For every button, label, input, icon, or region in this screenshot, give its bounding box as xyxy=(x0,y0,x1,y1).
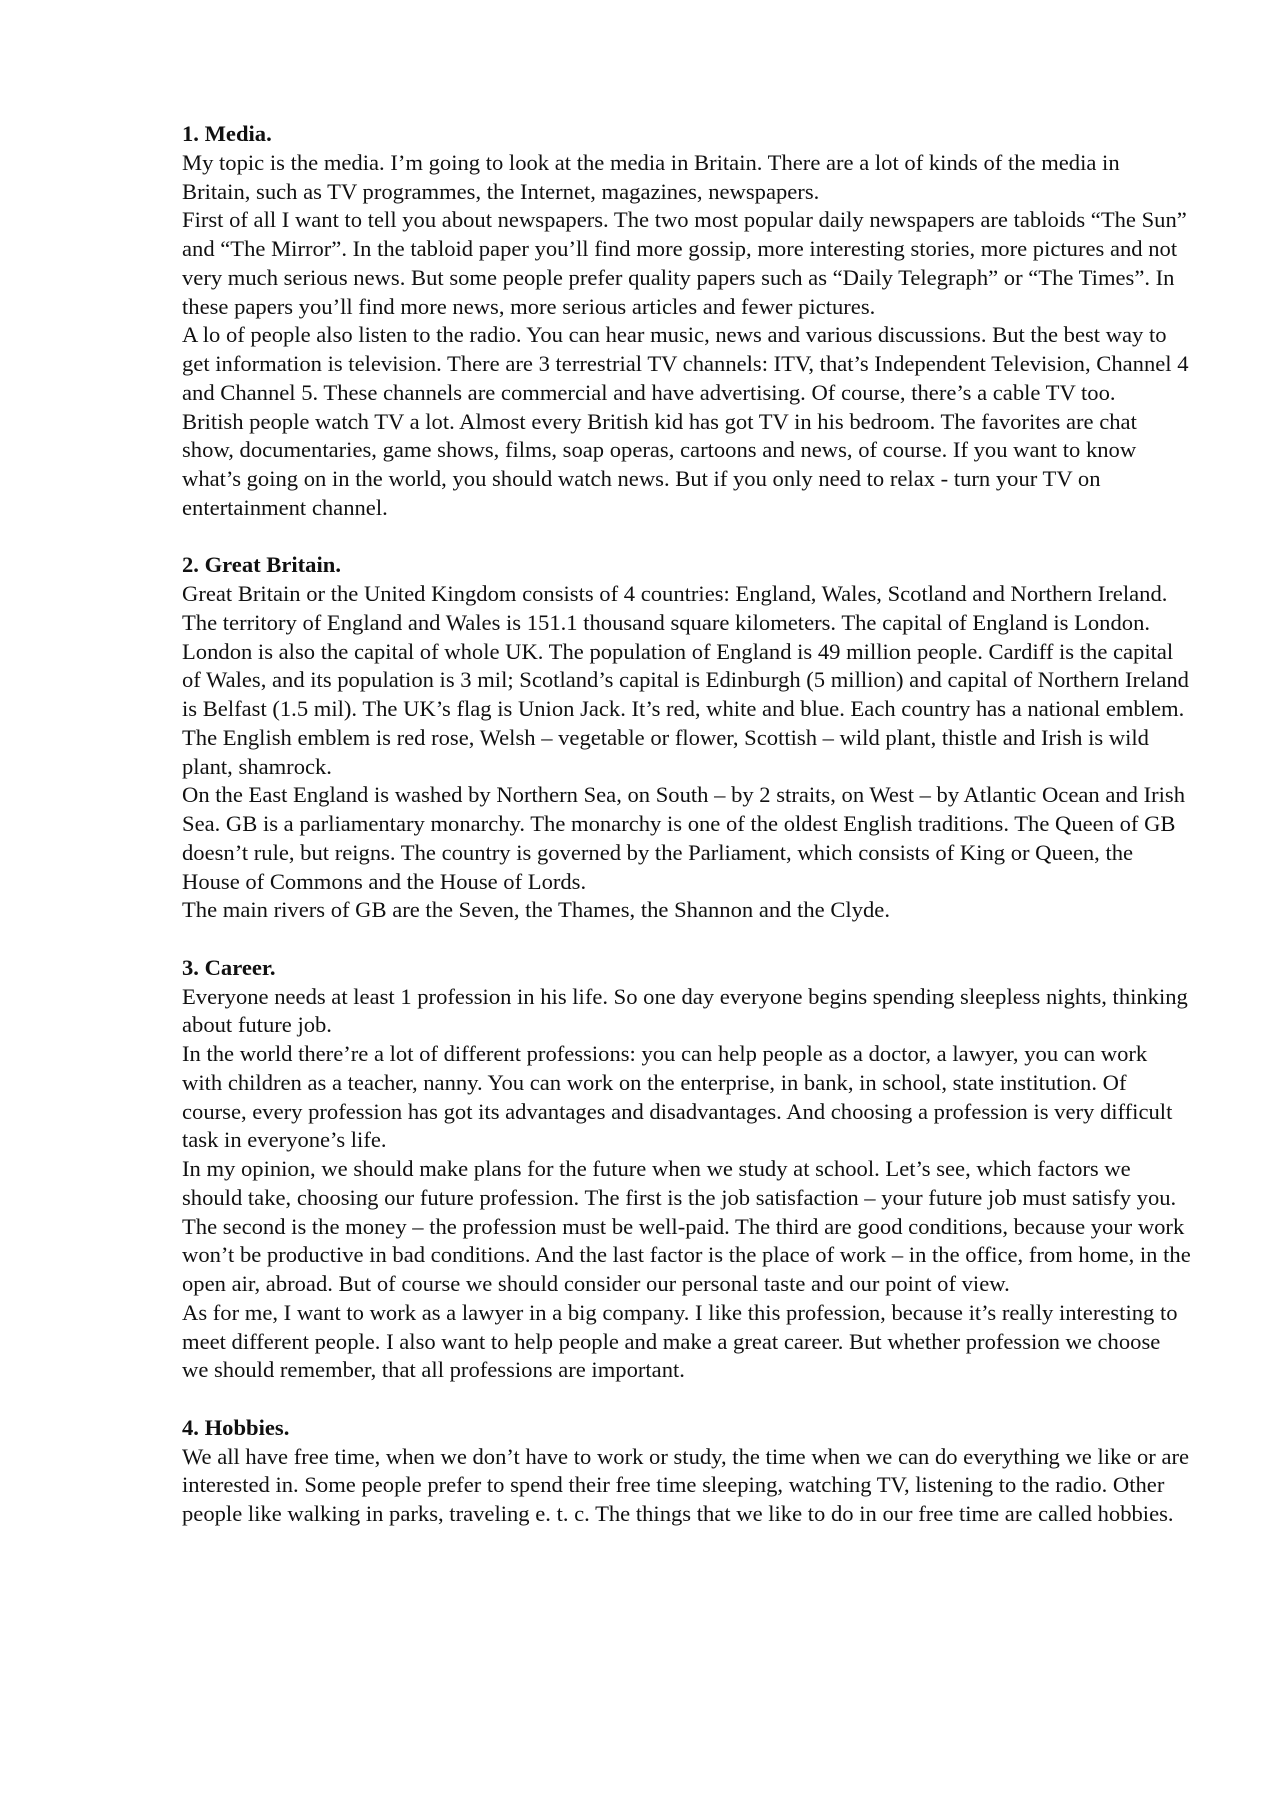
section-title: 2. Great Britain. xyxy=(182,552,341,578)
section-title: 1. Media. xyxy=(182,121,272,146)
paragraph: First of all I want to tell you about newspapers. The two most popular daily newspapers are tabloids “The Sun” and “The Mirror”. In the tabloid paper you’ll find more gossip, more interesting stories, more pictures and not very much serious news. But some people prefer quality papers such as “Daily Telegraph” or “The Times”. In these papers you’ll find more news, more serious articles and fewer pictures. xyxy=(182,207,1187,319)
section-career xyxy=(182,954,1192,1385)
paragraph: Everyone needs at least 1 profession in his life. So one day everyone begins spending sleepless nights, thinking about future job. xyxy=(182,983,1188,1038)
paragraph: British people watch TV a lot. Almost every British kid has got TV in his bedroom. The favorites are chat show, documentaries, game shows, films, soap operas, cartoons and news, of course. If you want to know what’s going on in the world, you should watch news. But if you only need to relax - turn your TV on entertainment channel. xyxy=(182,408,1137,520)
document-page xyxy=(182,120,1192,1558)
paragraph: As for me, I want to work as a lawyer in a big company. I like this profession, because it’s really interesting to meet different people. I also want to help people and make a great career. But whether profession we choose we should remember, that all professions are important. xyxy=(182,1299,1178,1383)
section-great-britain xyxy=(182,551,1192,925)
paragraph: In the world there’re a lot of different professions: you can help people as a doctor, a lawyer, you can work with children as a teacher, nanny. You can work on the enterprise, in bank, in school, state institution. Of course, every profession has got its advantages and disadvantages. And choosing a profession is very difficult task in everyone’s life. xyxy=(182,1041,1173,1153)
section-hobbies xyxy=(182,1414,1192,1529)
paragraph: In my opinion, we should make plans for the future when we study at school. Let’s see, which factors we should take, choosing our future profession. The first is the job satisfaction – your future job must satisfy you. The second is the money – the profession must be well-paid. The third are good conditions, because your work won’t be productive in bad conditions. And the last factor is the place of work – in the office, from home, in the open air, abroad. But of course we should consider our personal taste and our point of view. xyxy=(182,1156,1191,1296)
paragraph: On the East England is washed by Northern Sea, on South – by 2 straits, on West – by Atlantic Ocean and Irish Sea. GB is a parliamentary monarchy. The monarchy is one of the oldest English traditions. The Queen of GB doesn’t rule, but reigns. The country is governed by the Parliament, which consists of King or Queen, the House of Commons and the House of Lords. xyxy=(182,782,1186,894)
paragraph: We all have free time, when we don’t have to work or study, the time when we can do everything we like or are interested in. Some people prefer to spend their free time sleeping, watching TV, listening to the radio. Other people like walking in parks, traveling e. t. c. The things that we like to do in our free time are called hobbies. xyxy=(182,1443,1190,1526)
paragraph: A lo of people also listen to the radio. You can hear music, news and various discussions. But the best way to get information is television. There are 3 terrestrial TV channels: ITV, that’s Independent Television, Channel 4 and Channel 5. These channels are commercial and have advertising. Of course, there’s a cable TV too. xyxy=(182,322,1189,405)
section-media xyxy=(182,120,1192,523)
paragraph: Great Britain or the United Kingdom consists of 4 countries: England, Wales, Scotland and Northern Ireland. The territory of England and Wales is 151.1 thousand square kilometers. The capital of England is London. London is also the capital of whole UK. The population of England is 49 million people. Cardiff is the capital of Wales, and its population is 3 mil; Scotland’s capital is Edinburgh (5 million) and capital of Northern Ireland is Belfast (1.5 mil). The UK’s flag is Union Jack. It’s red, white and blue. Each country has a national emblem. The English emblem is red rose, Welsh – vegetable or flower, Scottish – wild plant, thistle and Irish is wild plant, shamrock. xyxy=(182,581,1189,779)
paragraph: The main rivers of GB are the Seven, the Thames, the Shannon and the Clyde. xyxy=(182,897,890,923)
paragraph: My topic is the media. I’m going to look at the media in Britain. There are a lot of kinds of the media in Britain, such as TV programmes, the Internet, magazines, newspapers. xyxy=(182,149,1120,204)
section-title: 3. Career. xyxy=(182,954,276,980)
section-title: 4. Hobbies. xyxy=(182,1414,290,1440)
